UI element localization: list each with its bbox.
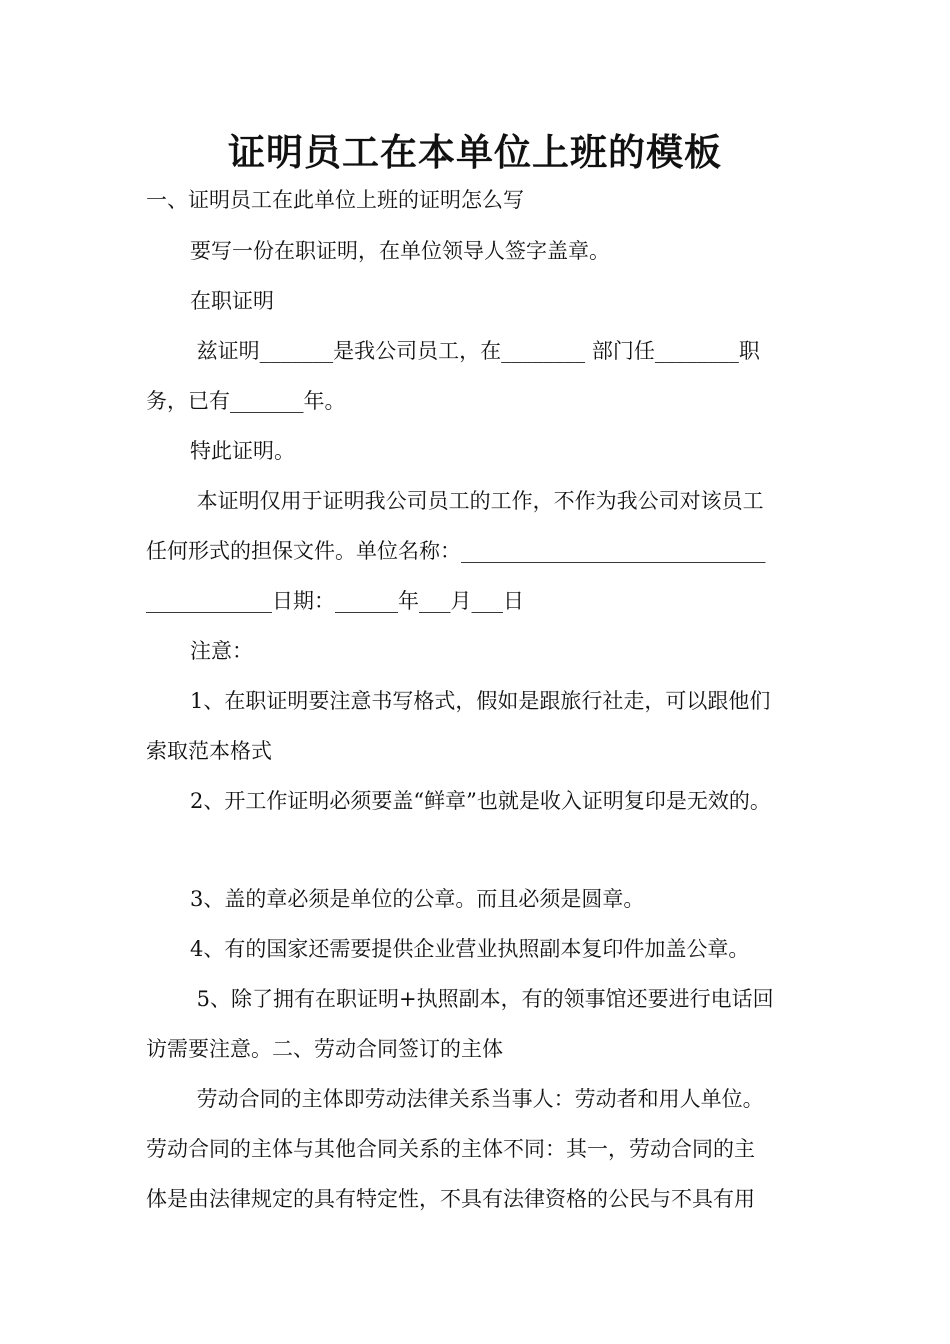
disclaimer-line: 任何形式的担保文件。单位名称：_____________________________ [146, 539, 766, 563]
certificate-body-line: 兹证明_______是我公司员工，在________ 部门任________职 [190, 339, 760, 363]
paragraph-line: 体是由法律规定的具有特定性，不具有法律资格的公民与不具有用 [146, 1187, 755, 1211]
paragraph-line: 要写一份在职证明，在单位领导人签字盖章。 [190, 239, 610, 263]
note-item-line: 2、开工作证明必须要盖“鲜章”也就是收入证明复印是无效的。 [190, 789, 771, 813]
paragraph-line: 劳动合同的主体与其他合同关系的主体不同：其一，劳动合同的主 [146, 1137, 755, 1161]
note-item-line: 5、除了拥有在职证明+执照副本，有的领事馆还要进行电话回 [190, 987, 774, 1011]
note-item-line: 3、盖的章必须是单位的公章。而且必须是圆章。 [190, 887, 645, 911]
certificate-closing: 特此证明。 [190, 439, 295, 463]
section-heading-1: 一、证明员工在此单位上班的证明怎么写 [146, 188, 524, 212]
note-item-line: 1、在职证明要注意书写格式，假如是跟旅行社走，可以跟他们 [190, 689, 771, 713]
note-item-line: 索取范本格式 [146, 739, 272, 763]
date-line: ____________日期：______年___月___日 [146, 589, 524, 613]
certificate-heading: 在职证明 [190, 289, 274, 313]
notes-heading: 注意： [190, 639, 253, 663]
disclaimer-line: 本证明仅用于证明我公司员工的工作，不作为我公司对该员工 [190, 489, 764, 513]
document-title: 证明员工在本单位上班的模板 [228, 131, 722, 174]
certificate-body-line: 务，已有_______年。 [146, 389, 346, 413]
paragraph-line: 劳动合同的主体即劳动法律关系当事人：劳动者和用人单位。 [190, 1087, 764, 1111]
note-item-line: 访需要注意。二、劳动合同签订的主体 [146, 1037, 503, 1061]
note-item-line: 4、有的国家还需要提供企业营业执照副本复印件加盖公章。 [190, 937, 750, 961]
